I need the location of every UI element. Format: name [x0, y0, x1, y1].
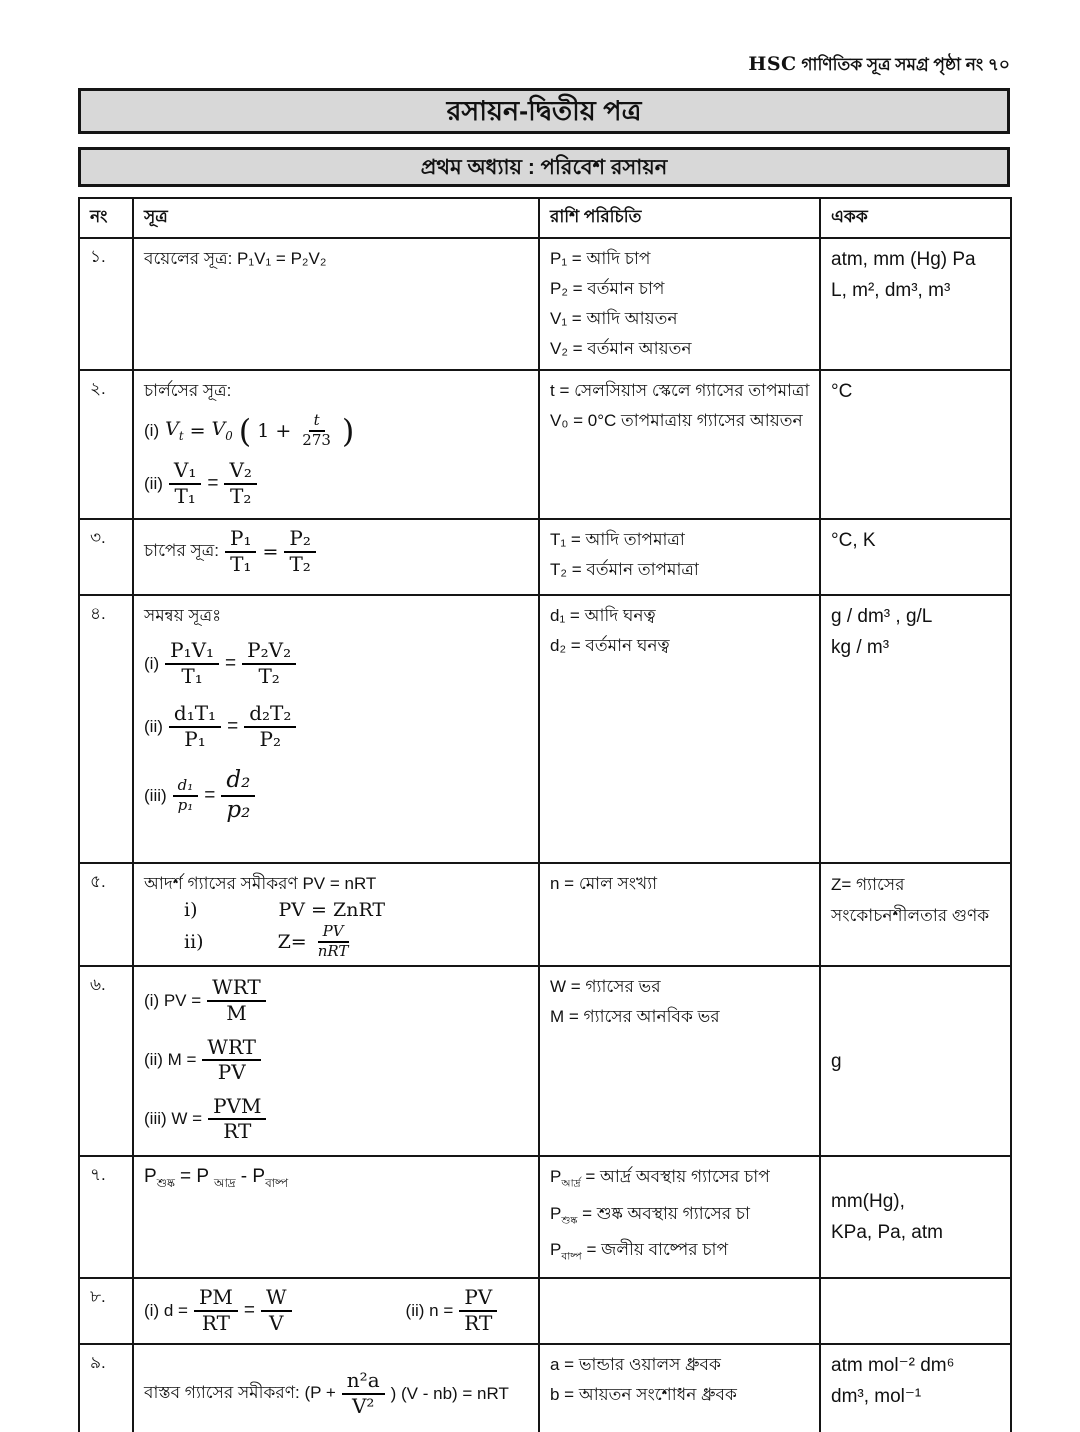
equals-sign: =: [204, 784, 216, 806]
row-9-no: ৯.: [79, 1344, 133, 1432]
item-marker: (i): [144, 653, 160, 673]
row-3-no: ৩.: [79, 519, 133, 595]
page-header-text: গাণিতিক সূত্র সমগ্র পৃষ্ঠা নং ৭০: [801, 55, 1010, 74]
row-1-unit: [820, 238, 1011, 370]
page-header-note: [78, 52, 1010, 80]
ideal-gas-label: আদর্শ গ্যাসের সমীকরণ PV = nRT: [144, 874, 377, 893]
row-2-formula: [133, 370, 539, 519]
item-marker: (i): [144, 420, 160, 440]
brand-label: HSC: [748, 53, 797, 75]
vdw-suffix: ) (V - nb) = nRT: [390, 1383, 509, 1403]
table-row-2: [79, 370, 1011, 519]
item-marker: (i) d =: [144, 1300, 188, 1320]
document-title-bar: [78, 88, 1010, 134]
z-equals: Z=: [277, 930, 307, 953]
quantity-line: $P_{শুষ্ক}$ = শুষ্ক অবস্থায় গ্যাসের চা: [550, 1203, 750, 1227]
unit-line: °C: [831, 381, 853, 402]
equals-sign: =: [225, 652, 237, 674]
row-2-no: ২.: [79, 370, 133, 519]
item-marker: (iii): [144, 785, 167, 805]
subscript: t: [178, 429, 184, 444]
fraction: $\frac{\text{d₂}}{\text{p₂}}$: [221, 767, 255, 823]
row-1-no: ১.: [79, 238, 133, 370]
header-formula: সূত্র: [133, 198, 539, 238]
row-7-no: ৭.: [79, 1156, 133, 1277]
quantity-line: b = আয়তন সংশোধন ধ্রুবক: [550, 1384, 737, 1404]
row-5-quantities: [539, 863, 820, 966]
row-5-unit: [820, 863, 1011, 966]
chapter-title-bar: [78, 147, 1010, 187]
fraction: $\frac{PM}{RT}$: [194, 1286, 238, 1335]
fraction: $\frac{\text{P₁V₁}}{\text{T₁}}$: [165, 639, 219, 688]
mass-eq-iii: [144, 1095, 528, 1144]
unit-line: kg / m³: [831, 637, 890, 658]
fraction: $\frac{\text{PVM}}{RT}$: [208, 1095, 266, 1144]
row-8-unit: [820, 1278, 1011, 1344]
row-2-quantities: [539, 370, 820, 519]
row-3-unit: [820, 519, 1011, 595]
combined-eq-ii: [144, 702, 528, 751]
row-1-quantities: [539, 238, 820, 370]
item-marker: ii): [184, 930, 204, 953]
unit-line: সংকোচনশীলতার গুণক: [831, 906, 990, 925]
row-8-formula: [133, 1278, 539, 1344]
row-4-quantities: [539, 595, 820, 863]
quantity-line: $P_{আর্দ্র}$ = আর্দ্র অবস্থায় গ্যাসের চাপ: [550, 1167, 770, 1190]
row-5-no: ৫.: [79, 863, 133, 966]
row-5-formula: [133, 863, 539, 966]
vdw-line: [144, 1369, 528, 1418]
table-row-9: [79, 1344, 1011, 1432]
row-8-quantities: [539, 1278, 820, 1344]
table-row-1: [79, 238, 1011, 370]
fraction: $\frac{\text{WRT}}{PV}$: [202, 1036, 261, 1085]
subscript: বাষ্প: [265, 1177, 288, 1191]
subscript: বাষ্প: [561, 1250, 582, 1263]
row-7-quantities: [539, 1156, 820, 1277]
subscript: শুষ্ক: [561, 1214, 578, 1227]
quantity-line: V₂ = বর্তমান আয়তন: [550, 339, 692, 358]
fraction: $\frac{\text{P₁}}{\text{T₁}}$: [225, 527, 256, 576]
fraction: $\frac{PV}{RT}$: [459, 1286, 497, 1335]
row-6-no: ৬.: [79, 966, 133, 1156]
unit-line: °C, K: [831, 530, 876, 551]
quantity-line: T₁ = আদি তাপমাত্রা: [550, 530, 685, 549]
pressure-law-line: [144, 527, 528, 576]
quantity-line: T₂ = বর্তমান তাপমাত্রা: [550, 560, 699, 579]
table-row-3: [79, 519, 1011, 595]
fraction: $\frac{\text{WRT}}{M}$: [207, 976, 266, 1025]
unit-line: mm(Hg),: [831, 1190, 905, 1212]
formula-table: [78, 197, 1012, 1432]
quantity-line: $P_{বাষ্প}$ = জলীয় বাষ্পের চাপ: [550, 1240, 729, 1263]
row-7-unit: [820, 1156, 1011, 1277]
quantity-line: n = মোল সংখ্যা: [550, 874, 658, 893]
unit-line: KPa, Pa, atm: [831, 1221, 943, 1243]
charles-label: চার্লসের সূত্র:: [144, 381, 232, 400]
ideal-gas-eq-ii: [144, 923, 528, 960]
row-3-quantities: [539, 519, 820, 595]
quantity-line: a = ভান্ডার ওয়ালস ধ্রুবক: [550, 1354, 721, 1374]
one-plus: 1 +: [257, 419, 292, 442]
unit-line: Z= গ্যাসের: [831, 875, 905, 894]
equals-sign: =: [227, 715, 239, 737]
subscript: 0: [225, 429, 233, 444]
table-row-7: [79, 1156, 1011, 1277]
row-9-formula: [133, 1344, 539, 1432]
quantity-line: W = গ্যাসের ভর: [550, 977, 661, 997]
subscript: আদ্র: [213, 1177, 236, 1191]
subscript: শুষ্ক: [156, 1177, 175, 1191]
item-marker: (i) PV =: [144, 990, 202, 1010]
table-header-row: [79, 198, 1011, 238]
quantity-line: d₂ = বর্তমান ঘনত্ব: [550, 636, 670, 655]
page-content: [78, 0, 1010, 1432]
quantity-line: d₁ = আদি ঘনত্ব: [550, 606, 656, 625]
item-marker: (ii): [144, 716, 163, 736]
row-6-quantities: [539, 966, 820, 1156]
fraction: $\frac{\text{V₁}}{\text{T₁}}$: [169, 459, 201, 508]
subscript: আর্দ্র: [561, 1177, 581, 1190]
unit-line: atm mol⁻² dm⁶: [831, 1354, 955, 1376]
row-3-formula: [133, 519, 539, 595]
table-row-4: [79, 595, 1011, 863]
fraction: $\frac{W}{V}$: [261, 1286, 292, 1335]
header-unit: একক: [820, 198, 1011, 238]
fraction: $\frac{\text{P₂}}{\text{T₂}}$: [284, 527, 315, 576]
row-1-formula: [133, 238, 539, 370]
equals-sign: =: [207, 472, 219, 494]
variable: $V_0$: [211, 418, 233, 444]
row-4-formula: [133, 595, 539, 863]
chapter-title: প্রথম অধ্যায় : পরিবেশ রসায়ন: [420, 156, 668, 179]
density-mole-line: [144, 1286, 528, 1335]
equals-sign: =: [243, 1299, 255, 1321]
combined-label: সমন্বয় সূত্রঃ: [144, 606, 222, 625]
item-marker: i): [184, 899, 198, 921]
unit-line: g / dm³ , g/L: [831, 606, 933, 627]
close-paren: ): [341, 411, 355, 450]
table-row-5: [79, 863, 1011, 966]
quantity-line: P₁ = আদি চাপ: [550, 249, 651, 268]
fraction: $\frac{\text{n²a}}{\text{V²}}$: [342, 1369, 385, 1418]
row-6-unit: [820, 966, 1011, 1156]
table-row-8: [79, 1278, 1011, 1344]
item-marker: (ii) n =: [405, 1300, 454, 1320]
row-8-no: ৮.: [79, 1278, 133, 1344]
charles-eq-ii: [144, 459, 528, 508]
boyle-formula: বয়েলের সূত্র: P₁V₁ = P₂V₂: [144, 249, 327, 268]
fraction: $\frac{\text{d₂T₂}}{\text{P₂}}$: [244, 702, 296, 751]
quantity-line: V₁ = আদি আয়তন: [550, 309, 678, 328]
document-title: রসায়ন-দ্বিতীয় পত্র: [446, 96, 642, 126]
open-paren: (: [238, 411, 252, 450]
row-4-unit: [820, 595, 1011, 863]
table-row-6: [79, 966, 1011, 1156]
quantity-line: M = গ্যাসের আনবিক ভর: [550, 1007, 720, 1027]
fraction: $\frac{\text{d₁}}{\text{p₁}}$: [173, 777, 199, 814]
row-9-unit: [820, 1344, 1011, 1432]
variable: $V_t$: [165, 418, 184, 444]
item-marker: (ii): [144, 473, 163, 493]
header-no: নং: [79, 198, 133, 238]
unit-line: atm, mm (Hg) Pa: [831, 249, 976, 270]
fraction: $\frac{PV}{\text{nRT}}$: [317, 922, 349, 960]
charles-eq-i: [144, 412, 528, 449]
item-marker: (iii) W =: [144, 1109, 203, 1129]
ideal-gas-eq-i: [144, 899, 528, 921]
item-marker: (ii) M =: [144, 1050, 197, 1070]
row-2-unit: [820, 370, 1011, 519]
mass-eq-i: [144, 976, 528, 1025]
equation: PV = ZnRT: [278, 899, 386, 921]
unit-line: dm³, mol⁻¹: [831, 1385, 922, 1407]
quantity-line: P₂ = বর্তমান চাপ: [550, 279, 665, 298]
fraction: $\frac{\text{d₁T₁}}{\text{P₁}}$: [169, 702, 221, 751]
unit-line: g: [831, 1050, 842, 1072]
quantity-line: V₀ = 0°C তাপমাত্রায় গ্যাসের আয়তন: [550, 411, 803, 430]
equals-sign: =: [189, 419, 206, 442]
row-7-formula: [133, 1156, 539, 1277]
combined-eq-i: [144, 639, 528, 688]
quantity-line: t = সেলসিয়াস স্কেলে গ্যাসের তাপমাত্রা: [550, 381, 810, 400]
fraction: $\frac{\text{V₂}}{\text{T₂}}$: [224, 459, 256, 508]
combined-eq-iii: [144, 767, 528, 823]
row-6-formula: [133, 966, 539, 1156]
dry-pressure-eq: $P_{শুষ্ক} = P$ $_{আদ্র} - P_{বাষ্প}$: [144, 1166, 288, 1191]
equals-sign: =: [262, 540, 279, 563]
fraction: $\frac{t}{273}$: [302, 411, 331, 449]
unit-line: L, m², dm³, m³: [831, 280, 951, 301]
vdw-prefix: বাস্তব গ্যাসের সমীকরণ: (P +: [144, 1382, 336, 1402]
mass-eq-ii: [144, 1036, 528, 1085]
pressure-label: চাপের সূত্র:: [144, 540, 219, 560]
row-9-quantities: [539, 1344, 820, 1432]
fraction: $\frac{\text{P₂V₂}}{\text{T₂}}$: [242, 639, 296, 688]
header-quantities: রাশি পরিচিতি: [539, 198, 820, 238]
row-4-no: ৪.: [79, 595, 133, 863]
